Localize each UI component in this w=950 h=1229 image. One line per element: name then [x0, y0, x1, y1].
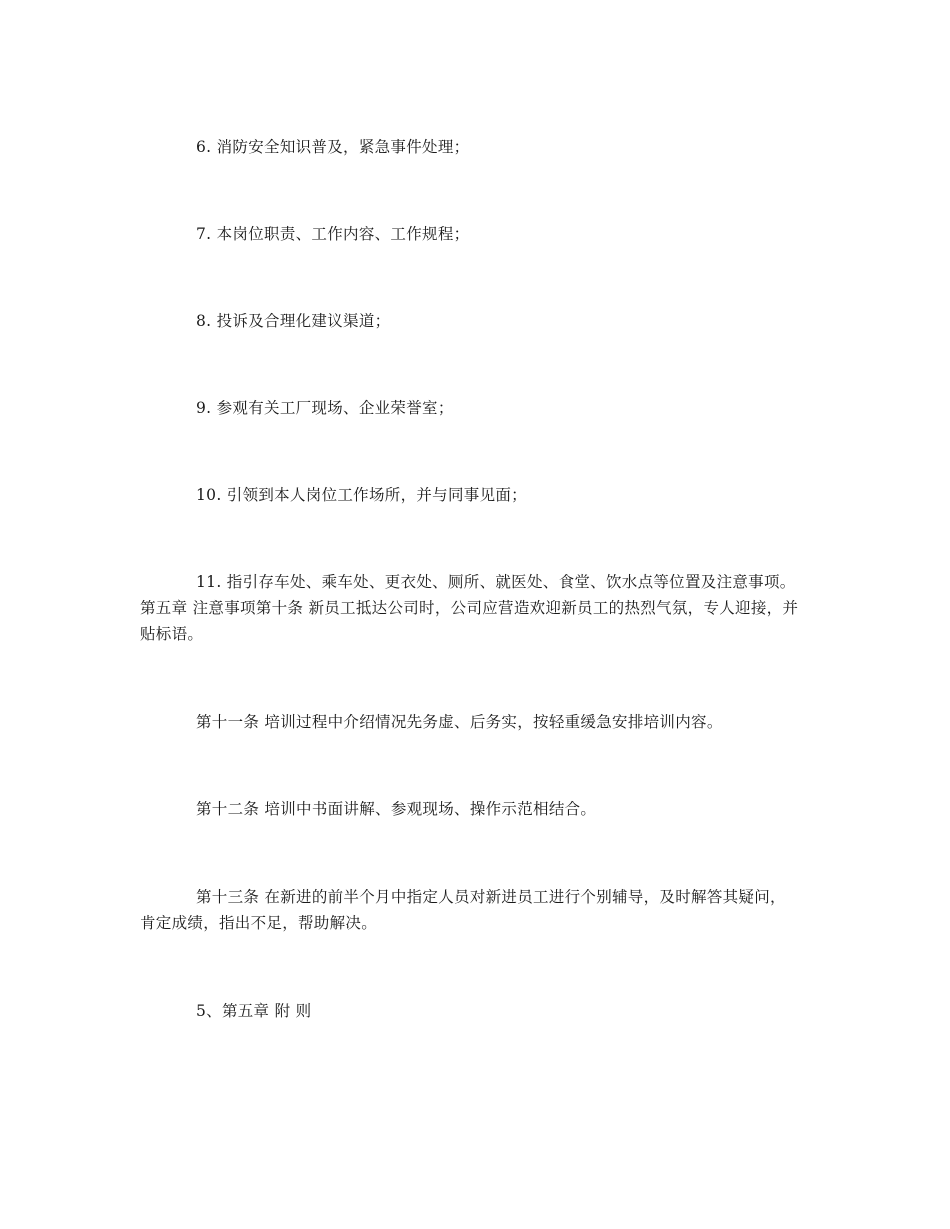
paragraph-item-9: 9. 参观有关工厂现场、企业荣誉室；: [196, 399, 454, 417]
paragraph-article-12: 第十二条 培训中书面讲解、参观现场、操作示范相结合。: [196, 800, 597, 818]
paragraph-item-6: 6. 消防安全知识普及，紧急事件处理；: [196, 138, 470, 156]
chapter-heading: 5、第五章 附 则: [196, 1002, 312, 1020]
paragraph-item-11: 11. 指引存车处、乘车处、更衣处、厕所、就医处、食堂、饮水点等位置及注意事项。第五章 注意事项第十条 新员工抵达公司时，公司应营造欢迎新员工的热烈气氛，专人迎接，并贴标语。: [140, 573, 799, 643]
paragraph-item-7: 7. 本岗位职责、工作内容、工作规程；: [196, 225, 470, 243]
paragraph-item-10: 10. 引领到本人岗位工作场所，并与同事见面；: [196, 486, 527, 504]
paragraph-article-13: 第十三条 在新进的前半个月中指定人员对新进员工进行个别辅导，及时解答其疑问，肯定成绩，指出不足，帮助解决。: [140, 888, 786, 932]
paragraph-article-11: 第十一条 培训过程中介绍情况先务虚、后务实，按轻重缓急安排培训内容。: [196, 713, 723, 731]
paragraph-item-8: 8. 投诉及合理化建议渠道；: [196, 312, 391, 330]
